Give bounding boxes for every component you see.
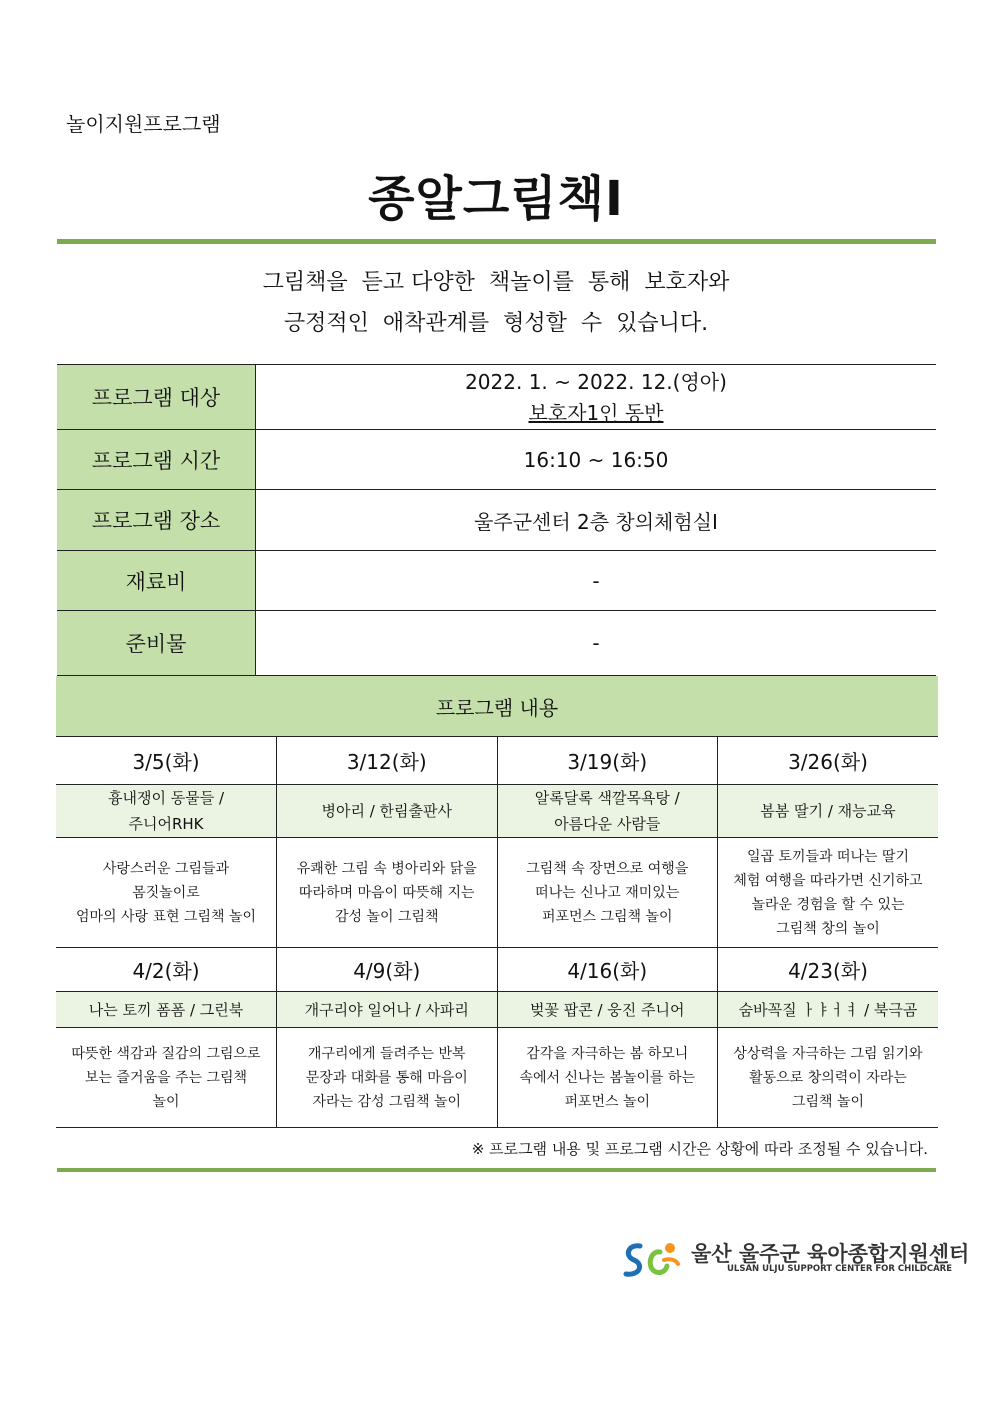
place-label: 프로그램 장소 xyxy=(57,490,256,551)
top-divider xyxy=(57,239,936,244)
book-publisher: 주니어RHK xyxy=(128,815,204,833)
desc-line: 따뜻한 색감과 질감의 그림으로 xyxy=(71,1045,261,1062)
session-date: 3/12(화) xyxy=(277,737,498,785)
desc-line: 속에서 신나는 봄놀이를 하는 xyxy=(519,1069,696,1086)
session-description xyxy=(56,838,277,948)
center-logo-icon xyxy=(620,1236,682,1284)
desc-line: 일곱 토끼들과 떠나는 딸기 xyxy=(746,848,910,865)
book-title: 흉내쟁이 동물들 / xyxy=(107,789,225,807)
book-title: 봄봄 딸기 / 재능교육 xyxy=(760,802,896,820)
supplies-label: 준비물 xyxy=(57,611,256,676)
book-row-1 xyxy=(56,785,938,838)
info-row-place xyxy=(57,490,936,551)
desc-line: 따라하며 마음이 따뜻해 지는 xyxy=(298,884,475,901)
place-value: 울주군센터 2층 창의체험실Ⅰ xyxy=(256,490,937,551)
book-row-2 xyxy=(56,992,938,1028)
fee-label: 재료비 xyxy=(57,551,256,611)
target-label: 프로그램 대상 xyxy=(57,365,256,430)
book-title: 벚꽃 팝콘 / 웅진 주니어 xyxy=(529,1000,685,1019)
intro-text xyxy=(0,262,992,344)
book-publisher: 아름다운 사람들 xyxy=(554,815,661,833)
supplies-value: - xyxy=(256,611,937,676)
category-label: 놀이지원프로그램 xyxy=(66,112,221,136)
session-book xyxy=(497,992,718,1028)
desc-line: 그림책 창의 놀이 xyxy=(776,920,880,937)
session-book xyxy=(56,785,277,838)
desc-line: 유쾌한 그림 속 병아리와 닭을 xyxy=(296,860,477,877)
desc-line: 문장과 대화를 통해 마음이 xyxy=(305,1069,468,1086)
center-name-english: ULSAN ULJU SUPPORT CENTER FOR CHILDCARE xyxy=(727,1264,953,1274)
info-row-supplies xyxy=(57,611,936,676)
desc-line: 퍼포먼스 그림책 놀이 xyxy=(541,908,673,925)
page-title: 종알그림책Ⅰ xyxy=(368,171,624,227)
book-title: 병아리 / 한림출판사 xyxy=(321,802,452,820)
session-description xyxy=(56,1028,277,1128)
desc-line: 감성 놀이 그림책 xyxy=(334,908,439,925)
session-date: 4/2(화) xyxy=(56,948,277,992)
book-title: 숨바꼭질 ㅏㅑㅓㅕ / 북극곰 xyxy=(738,1000,918,1019)
target-period: 2022. 1. ~ 2022. 12.(영아) xyxy=(465,370,727,394)
book-title: 개구리야 일어나 / 사파리 xyxy=(304,1000,469,1019)
desc-line: 떠나는 신나고 재미있는 xyxy=(535,884,680,901)
session-date: 3/19(화) xyxy=(497,737,718,785)
session-book xyxy=(277,992,498,1028)
program-heading: 프로그램 내용 xyxy=(56,676,938,737)
info-row-target xyxy=(57,365,936,430)
desc-line: 상상력을 자극하는 그림 읽기와 xyxy=(733,1045,923,1062)
desc-line: 그림책 속 장면으로 여행을 xyxy=(526,860,689,877)
session-book xyxy=(718,785,939,838)
session-description xyxy=(718,838,939,948)
desc-line: 자라는 감성 그림책 놀이 xyxy=(312,1093,462,1110)
program-table xyxy=(56,676,938,1128)
desc-line: 그림책 놀이 xyxy=(791,1093,865,1110)
info-row-time xyxy=(57,430,936,490)
desc-line: 몸짓놀이로 xyxy=(132,884,200,901)
date-row-1 xyxy=(56,737,938,785)
session-description xyxy=(277,838,498,948)
desc-line: 감각을 자극하는 봄 하모니 xyxy=(526,1045,689,1062)
session-date: 4/23(화) xyxy=(718,948,939,992)
desc-line: 놀라운 경험을 할 수 있는 xyxy=(751,896,905,913)
desc-line: 놀이 xyxy=(152,1093,180,1110)
bottom-divider xyxy=(57,1168,936,1172)
intro-line-2: 긍정적인 애착관계를 형성할 수 있습니다. xyxy=(283,311,709,336)
date-row-2 xyxy=(56,948,938,992)
fee-value: - xyxy=(256,551,937,611)
center-logo xyxy=(620,1236,970,1286)
time-label: 프로그램 시간 xyxy=(57,430,256,490)
center-name-korean: 울산 울주군 육아종합지원센터 xyxy=(691,1242,970,1266)
desc-line: 보는 즐거움을 주는 그림책 xyxy=(84,1069,248,1086)
session-book xyxy=(718,992,939,1028)
desc-line: 개구리에게 들려주는 반복 xyxy=(307,1045,466,1062)
session-date: 4/16(화) xyxy=(497,948,718,992)
session-description xyxy=(718,1028,939,1128)
book-title: 알록달록 색깔목욕탕 / xyxy=(534,789,680,807)
program-heading-row xyxy=(56,676,938,737)
session-description xyxy=(497,838,718,948)
desc-line: 엄마의 사랑 표현 그림책 놀이 xyxy=(75,908,257,925)
info-table xyxy=(57,364,936,676)
session-description xyxy=(277,1028,498,1128)
target-value xyxy=(256,365,937,430)
session-book xyxy=(56,992,277,1028)
desc-line: 사랑스러운 그림들과 xyxy=(102,860,230,877)
session-book xyxy=(277,785,498,838)
desc-row-1 xyxy=(56,838,938,948)
session-description xyxy=(497,1028,718,1128)
target-guardian: 보호자1인 동반 xyxy=(528,401,664,425)
desc-line: 퍼포먼스 놀이 xyxy=(564,1093,651,1110)
session-date: 3/5(화) xyxy=(56,737,277,785)
desc-line: 체험 여행을 따라가면 신기하고 xyxy=(733,872,923,889)
adjustment-note: ※ 프로그램 내용 및 프로그램 시간은 상황에 따라 조정될 수 있습니다. xyxy=(471,1140,928,1158)
info-row-fee xyxy=(57,551,936,611)
session-date: 3/26(화) xyxy=(718,737,939,785)
book-title: 나는 토끼 폼폼 / 그린북 xyxy=(88,1000,244,1019)
time-value: 16:10 ~ 16:50 xyxy=(256,430,937,490)
desc-line: 활동으로 창의력이 자라는 xyxy=(749,1069,907,1086)
session-book xyxy=(497,785,718,838)
session-date: 4/9(화) xyxy=(277,948,498,992)
desc-row-2 xyxy=(56,1028,938,1128)
intro-line-1: 그림책을 듣고 다양한 책놀이를 통해 보호자와 xyxy=(262,270,730,295)
